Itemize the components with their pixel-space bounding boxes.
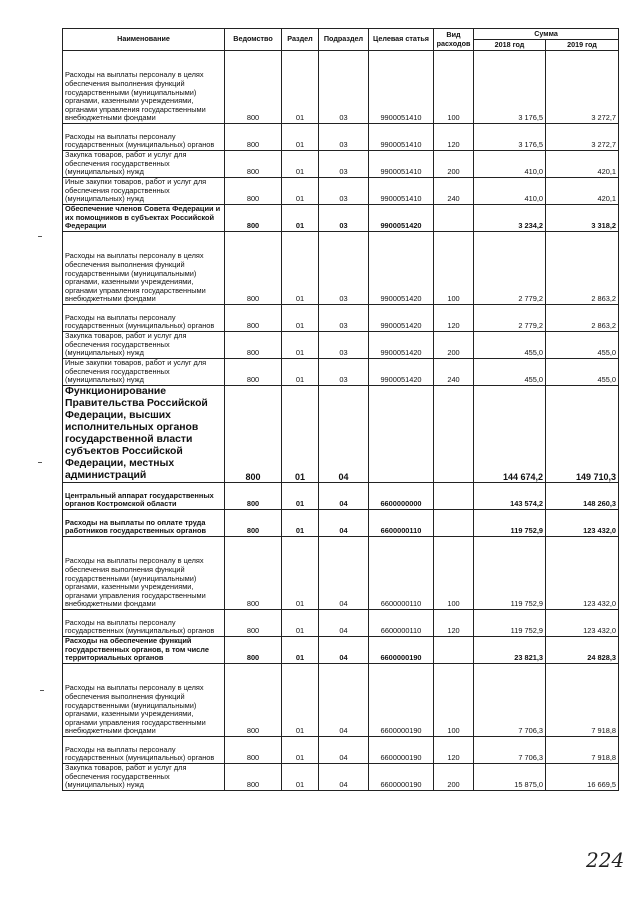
row-vedomstvo-cell: 800	[225, 537, 282, 610]
row-podrazdel-cell: 03	[319, 205, 369, 232]
row-name-cell: Иные закупки товаров, работ и услуг для обеспечения государственных (муниципальных) нужд	[63, 178, 225, 205]
row-vedomstvo-cell: 800	[225, 151, 282, 178]
row-sum-2019-cell: 148 260,3	[546, 483, 619, 510]
row-razdel-cell: 01	[282, 664, 319, 737]
row-vedomstvo-cell: 800	[225, 51, 282, 124]
row-statya-cell: 6600000110	[369, 510, 434, 537]
row-name-cell: Расходы на выплаты персоналу в целях обеспечения выполнения функций государственными (муниципальными) органами, казенными учреждениями, органами управления государственными внебюджетными фондами	[63, 664, 225, 737]
table-row	[63, 359, 619, 386]
row-podrazdel-cell: 04	[319, 510, 369, 537]
row-vid-cell: 200	[434, 764, 474, 791]
row-vid-cell	[434, 510, 474, 537]
row-podrazdel-cell: 03	[319, 124, 369, 151]
row-podrazdel-cell: 03	[319, 51, 369, 124]
row-statya-cell: 9900051420	[369, 232, 434, 305]
row-statya-cell: 9900051410	[369, 151, 434, 178]
row-podrazdel-cell: 03	[319, 332, 369, 359]
row-sum-2018-cell: 3 234,2	[474, 205, 546, 232]
row-vid-cell: 100	[434, 664, 474, 737]
row-sum-2019-cell: 123 432,0	[546, 610, 619, 637]
row-vid-cell	[434, 637, 474, 664]
row-name-cell: Центральный аппарат государственных органов Костромской области	[63, 483, 225, 510]
row-vid-cell: 120	[434, 124, 474, 151]
row-razdel-cell: 01	[282, 483, 319, 510]
table-row	[63, 305, 619, 332]
row-sum-2019-cell: 420,1	[546, 178, 619, 205]
row-statya-cell	[369, 386, 434, 483]
row-vedomstvo-cell: 800	[225, 359, 282, 386]
row-podrazdel-cell: 04	[319, 764, 369, 791]
row-razdel-cell: 01	[282, 537, 319, 610]
row-vedomstvo-cell: 800	[225, 483, 282, 510]
row-podrazdel-cell: 03	[319, 232, 369, 305]
row-statya-cell: 9900051420	[369, 359, 434, 386]
row-podrazdel-cell: 04	[319, 483, 369, 510]
row-vid-cell: 200	[434, 332, 474, 359]
row-razdel-cell: 01	[282, 610, 319, 637]
header-summa: Сумма	[474, 29, 619, 40]
row-sum-2019-cell: 123 432,0	[546, 510, 619, 537]
row-sum-2019-cell: 7 918,8	[546, 737, 619, 764]
header-2018: 2018 год	[474, 40, 546, 51]
row-vid-cell	[434, 483, 474, 510]
row-sum-2018-cell: 410,0	[474, 178, 546, 205]
row-vedomstvo-cell: 800	[225, 737, 282, 764]
row-sum-2019-cell: 24 828,3	[546, 637, 619, 664]
row-razdel-cell: 01	[282, 205, 319, 232]
row-razdel-cell: 01	[282, 764, 319, 791]
scan-mark	[40, 690, 44, 691]
row-sum-2018-cell: 119 752,9	[474, 537, 546, 610]
table-body	[63, 51, 619, 791]
table-row	[63, 124, 619, 151]
row-vedomstvo-cell: 800	[225, 764, 282, 791]
row-statya-cell: 6600000110	[369, 537, 434, 610]
table-row	[63, 764, 619, 791]
row-name-cell: Расходы на выплаты персоналу государственных (муниципальных) органов	[63, 737, 225, 764]
scan-mark	[38, 462, 42, 463]
row-podrazdel-cell: 03	[319, 178, 369, 205]
row-statya-cell: 9900051410	[369, 51, 434, 124]
row-sum-2018-cell: 3 176,5	[474, 124, 546, 151]
row-vedomstvo-cell: 800	[225, 305, 282, 332]
row-vedomstvo-cell: 800	[225, 510, 282, 537]
row-podrazdel-cell: 03	[319, 305, 369, 332]
row-sum-2019-cell: 2 863,2	[546, 232, 619, 305]
row-sum-2018-cell: 2 779,2	[474, 305, 546, 332]
row-name-cell: Расходы на выплаты персоналу государственных (муниципальных) органов	[63, 610, 225, 637]
row-name-cell: Расходы на выплаты по оплате труда работников государственных органов	[63, 510, 225, 537]
row-podrazdel-cell: 03	[319, 359, 369, 386]
handwritten-page-number: 224	[586, 848, 625, 872]
row-razdel-cell: 01	[282, 305, 319, 332]
row-sum-2019-cell: 16 669,5	[546, 764, 619, 791]
row-podrazdel-cell: 04	[319, 637, 369, 664]
row-name-cell: Иные закупки товаров, работ и услуг для обеспечения государственных (муниципальных) нужд	[63, 359, 225, 386]
row-sum-2018-cell: 23 821,3	[474, 637, 546, 664]
row-podrazdel-cell: 03	[319, 151, 369, 178]
row-razdel-cell: 01	[282, 359, 319, 386]
row-statya-cell: 6600000190	[369, 637, 434, 664]
row-vid-cell: 100	[434, 537, 474, 610]
budget-table	[62, 28, 619, 791]
row-statya-cell: 9900051420	[369, 305, 434, 332]
row-podrazdel-cell: 04	[319, 737, 369, 764]
row-statya-cell: 6600000000	[369, 483, 434, 510]
row-vid-cell: 120	[434, 610, 474, 637]
row-vedomstvo-cell: 800	[225, 664, 282, 737]
row-sum-2018-cell: 15 875,0	[474, 764, 546, 791]
table-row	[63, 151, 619, 178]
row-sum-2018-cell: 143 574,2	[474, 483, 546, 510]
header-statya: Целевая статья	[369, 29, 434, 51]
table-row	[63, 205, 619, 232]
table-row	[63, 537, 619, 610]
row-sum-2019-cell: 420,1	[546, 151, 619, 178]
row-name-cell: Расходы на выплаты персоналу в целях обеспечения выполнения функций государственными (муниципальными) органами, казенными учреждениями, органами управления государственными внебюджетными фондами	[63, 232, 225, 305]
row-razdel-cell: 01	[282, 510, 319, 537]
header-razdel: Раздел	[282, 29, 319, 51]
row-statya-cell: 6600000190	[369, 664, 434, 737]
row-vedomstvo-cell: 800	[225, 610, 282, 637]
row-razdel-cell: 01	[282, 737, 319, 764]
row-sum-2019-cell: 3 272,7	[546, 51, 619, 124]
row-vid-cell	[434, 386, 474, 483]
row-razdel-cell: 01	[282, 151, 319, 178]
header-vid: Вид расходов	[434, 29, 474, 51]
row-vid-cell: 240	[434, 359, 474, 386]
row-vedomstvo-cell: 800	[225, 386, 282, 483]
row-podrazdel-cell: 04	[319, 664, 369, 737]
row-name-cell: Закупка товаров, работ и услуг для обеспечения государственных (муниципальных) нужд	[63, 151, 225, 178]
row-vedomstvo-cell: 800	[225, 232, 282, 305]
row-razdel-cell: 01	[282, 124, 319, 151]
row-vedomstvo-cell: 800	[225, 124, 282, 151]
row-sum-2019-cell: 455,0	[546, 359, 619, 386]
table-row	[63, 664, 619, 737]
row-sum-2018-cell: 144 674,2	[474, 386, 546, 483]
row-sum-2018-cell: 455,0	[474, 332, 546, 359]
row-sum-2018-cell: 410,0	[474, 151, 546, 178]
row-vid-cell: 120	[434, 305, 474, 332]
table-row	[63, 510, 619, 537]
row-razdel-cell: 01	[282, 637, 319, 664]
row-statya-cell: 9900051410	[369, 124, 434, 151]
row-podrazdel-cell: 04	[319, 537, 369, 610]
row-podrazdel-cell: 04	[319, 610, 369, 637]
table-row	[63, 483, 619, 510]
header-name: Наименование	[63, 29, 225, 51]
header-vedomstvo: Ведомство	[225, 29, 282, 51]
row-sum-2018-cell: 3 176,5	[474, 51, 546, 124]
row-name-cell: Расходы на выплаты персоналу государственных (муниципальных) органов	[63, 305, 225, 332]
table-row	[63, 610, 619, 637]
table-row	[63, 332, 619, 359]
table-row	[63, 232, 619, 305]
row-statya-cell: 6600000110	[369, 610, 434, 637]
row-podrazdel-cell: 04	[319, 386, 369, 483]
row-razdel-cell: 01	[282, 178, 319, 205]
row-sum-2019-cell: 3 272,7	[546, 124, 619, 151]
row-vid-cell: 120	[434, 737, 474, 764]
row-sum-2019-cell: 2 863,2	[546, 305, 619, 332]
table-row	[63, 51, 619, 124]
row-name-cell: Функционирование Правительства Российской Федерации, высших исполнительных органов государственной власти субъектов Российской Федерации, местных администраций	[63, 386, 225, 483]
row-name-cell: Закупка товаров, работ и услуг для обеспечения государственных (муниципальных) нужд	[63, 332, 225, 359]
header-2019: 2019 год	[546, 40, 619, 51]
row-sum-2018-cell: 455,0	[474, 359, 546, 386]
row-statya-cell: 9900051420	[369, 205, 434, 232]
row-sum-2018-cell: 7 706,3	[474, 664, 546, 737]
row-name-cell: Расходы на выплаты персоналу в целях обеспечения выполнения функций государственными (муниципальными) органами, казенными учреждениями, органами управления государственными внебюджетными фондами	[63, 537, 225, 610]
row-razdel-cell: 01	[282, 386, 319, 483]
row-name-cell: Расходы на выплаты персоналу в целях обеспечения выполнения функций государственными (муниципальными) органами, казенными учреждениями, органами управления государственными внебюджетными фондами	[63, 51, 225, 124]
row-sum-2019-cell: 7 918,8	[546, 664, 619, 737]
row-vid-cell	[434, 205, 474, 232]
row-razdel-cell: 01	[282, 232, 319, 305]
row-sum-2018-cell: 2 779,2	[474, 232, 546, 305]
table-row	[63, 178, 619, 205]
row-sum-2018-cell: 119 752,9	[474, 510, 546, 537]
row-sum-2018-cell: 7 706,3	[474, 737, 546, 764]
row-vid-cell: 200	[434, 151, 474, 178]
row-name-cell: Обеспечение членов Совета Федерации и их помощников в субъектах Российской Федерации	[63, 205, 225, 232]
row-name-cell: Расходы на обеспечение функций государственных органов, в том числе территориальных органов	[63, 637, 225, 664]
row-statya-cell: 6600000190	[369, 737, 434, 764]
table-row	[63, 386, 619, 483]
table-row	[63, 737, 619, 764]
table-row	[63, 637, 619, 664]
row-razdel-cell: 01	[282, 51, 319, 124]
row-sum-2019-cell: 455,0	[546, 332, 619, 359]
row-vedomstvo-cell: 800	[225, 178, 282, 205]
row-vid-cell: 100	[434, 51, 474, 124]
row-sum-2019-cell: 149 710,3	[546, 386, 619, 483]
row-vid-cell: 240	[434, 178, 474, 205]
row-sum-2019-cell: 123 432,0	[546, 537, 619, 610]
row-sum-2018-cell: 119 752,9	[474, 610, 546, 637]
row-vedomstvo-cell: 800	[225, 332, 282, 359]
header-podrazdel: Подраздел	[319, 29, 369, 51]
row-vid-cell: 100	[434, 232, 474, 305]
row-statya-cell: 9900051420	[369, 332, 434, 359]
row-statya-cell: 6600000190	[369, 764, 434, 791]
row-vedomstvo-cell: 800	[225, 205, 282, 232]
row-name-cell: Закупка товаров, работ и услуг для обеспечения государственных (муниципальных) нужд	[63, 764, 225, 791]
row-statya-cell: 9900051410	[369, 178, 434, 205]
row-name-cell: Расходы на выплаты персоналу государственных (муниципальных) органов	[63, 124, 225, 151]
scan-mark	[38, 236, 42, 237]
row-sum-2019-cell: 3 318,2	[546, 205, 619, 232]
row-razdel-cell: 01	[282, 332, 319, 359]
row-vedomstvo-cell: 800	[225, 637, 282, 664]
